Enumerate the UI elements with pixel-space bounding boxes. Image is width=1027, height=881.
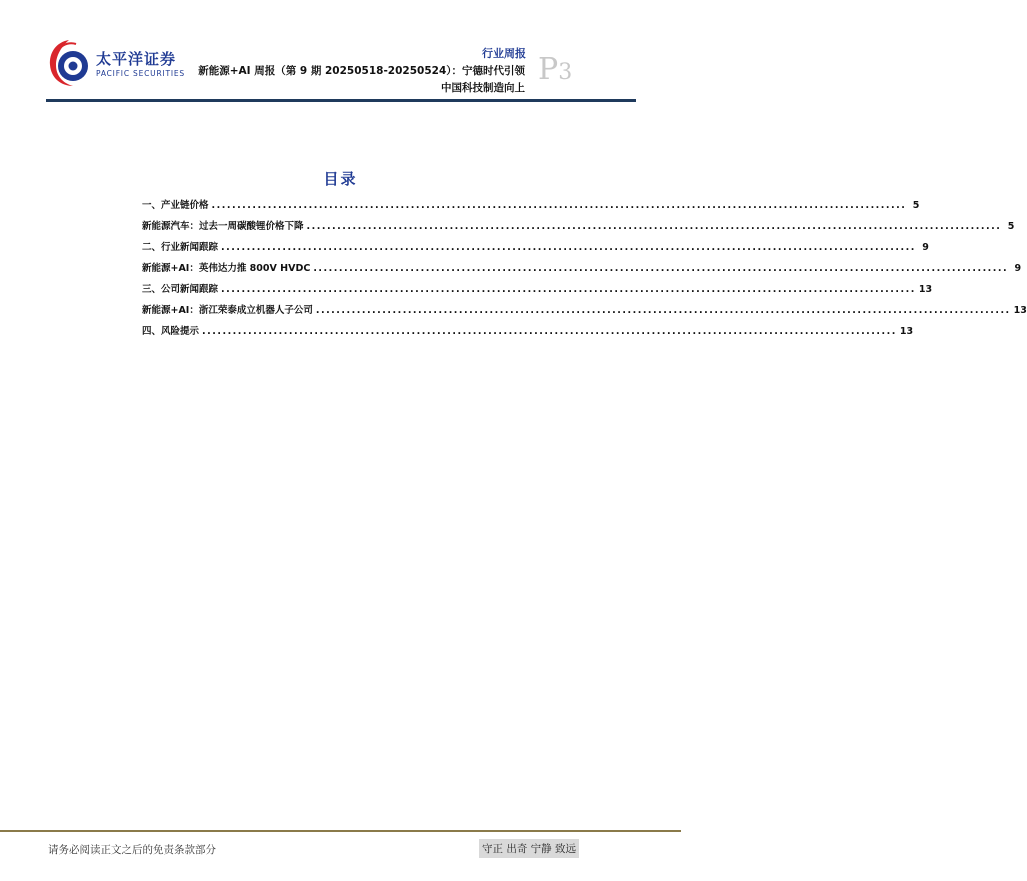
page-prefix: P	[538, 52, 559, 87]
toc-entry-page: 13	[1013, 305, 1027, 316]
report-title-line-2: 中国科技制造向上	[441, 82, 525, 94]
report-type: 行业周报	[482, 47, 526, 60]
logo-chinese-name: 太平洋证券	[96, 50, 177, 68]
toc-leader-dots: ........................................................................................................................................	[306, 221, 1002, 232]
page-number-value: 3	[558, 60, 573, 85]
toc-entry-label: 产业链价格	[161, 200, 209, 211]
footer-disclaimer: 请务必阅读正文之后的免责条款部分	[48, 844, 216, 856]
toc-entry[interactable]	[142, 302, 1027, 323]
toc-entry-label: 公司新闻跟踪	[161, 284, 219, 295]
toc-entry-number: 一、	[142, 200, 162, 211]
table-of-contents	[142, 197, 1027, 344]
toc-entry-page: 9	[1014, 263, 1022, 274]
toc-leader-dots: ........................................................................................................................................	[211, 200, 907, 211]
toc-leader-dots: ........................................................................................................................................	[221, 284, 916, 295]
toc-entry-number: 四、	[142, 326, 162, 337]
toc-entry-label: 新能源+AI：浙江荣泰成立机器人子公司	[142, 305, 313, 316]
footer-motto: 守正 出奇 宁静 致远	[479, 839, 579, 858]
toc-entry[interactable]	[142, 218, 1015, 239]
company-logo	[46, 36, 186, 90]
toc-entry-page: 5	[1007, 221, 1015, 232]
toc-entry-page: 13	[918, 284, 933, 295]
footer-divider	[0, 830, 681, 832]
toc-entry-label: 新能源汽车：过去一周碳酸锂价格下降	[142, 221, 304, 232]
toc-leader-dots: ........................................................................................................................................	[221, 242, 916, 253]
toc-leader-dots: ........................................................................................................................................	[315, 305, 1011, 316]
toc-title: 目录	[323, 170, 358, 188]
toc-entry[interactable]	[142, 260, 1022, 281]
toc-entry-label: 行业新闻跟踪	[161, 242, 219, 253]
logo-english-name: PACIFIC SECURITIES	[96, 69, 185, 78]
header-divider	[46, 99, 636, 102]
page-number	[538, 52, 572, 87]
toc-entry-number: 二、	[142, 242, 162, 253]
toc-leader-dots: ........................................................................................................................................	[202, 326, 897, 337]
toc-entry-label: 新能源+AI：英伟达力推 800V HVDC	[142, 263, 311, 274]
toc-leader-dots: ........................................................................................................................................	[313, 263, 1009, 274]
toc-entry[interactable]	[142, 239, 929, 260]
toc-entry-page: 9	[922, 242, 929, 253]
report-title-line-1: 新能源+AI 周报（第 9 期 20250518-20250524）：宁德时代引领	[198, 65, 525, 77]
toc-entry-page: 5	[912, 200, 920, 211]
toc-entry[interactable]	[142, 281, 933, 302]
toc-entry-label: 风险提示	[161, 326, 200, 337]
toc-entry[interactable]	[142, 197, 920, 218]
pacific-securities-logo-icon	[46, 36, 92, 90]
toc-entry[interactable]	[142, 323, 914, 344]
toc-entry-number: 三、	[142, 284, 162, 295]
toc-entry-page: 13	[899, 326, 914, 337]
